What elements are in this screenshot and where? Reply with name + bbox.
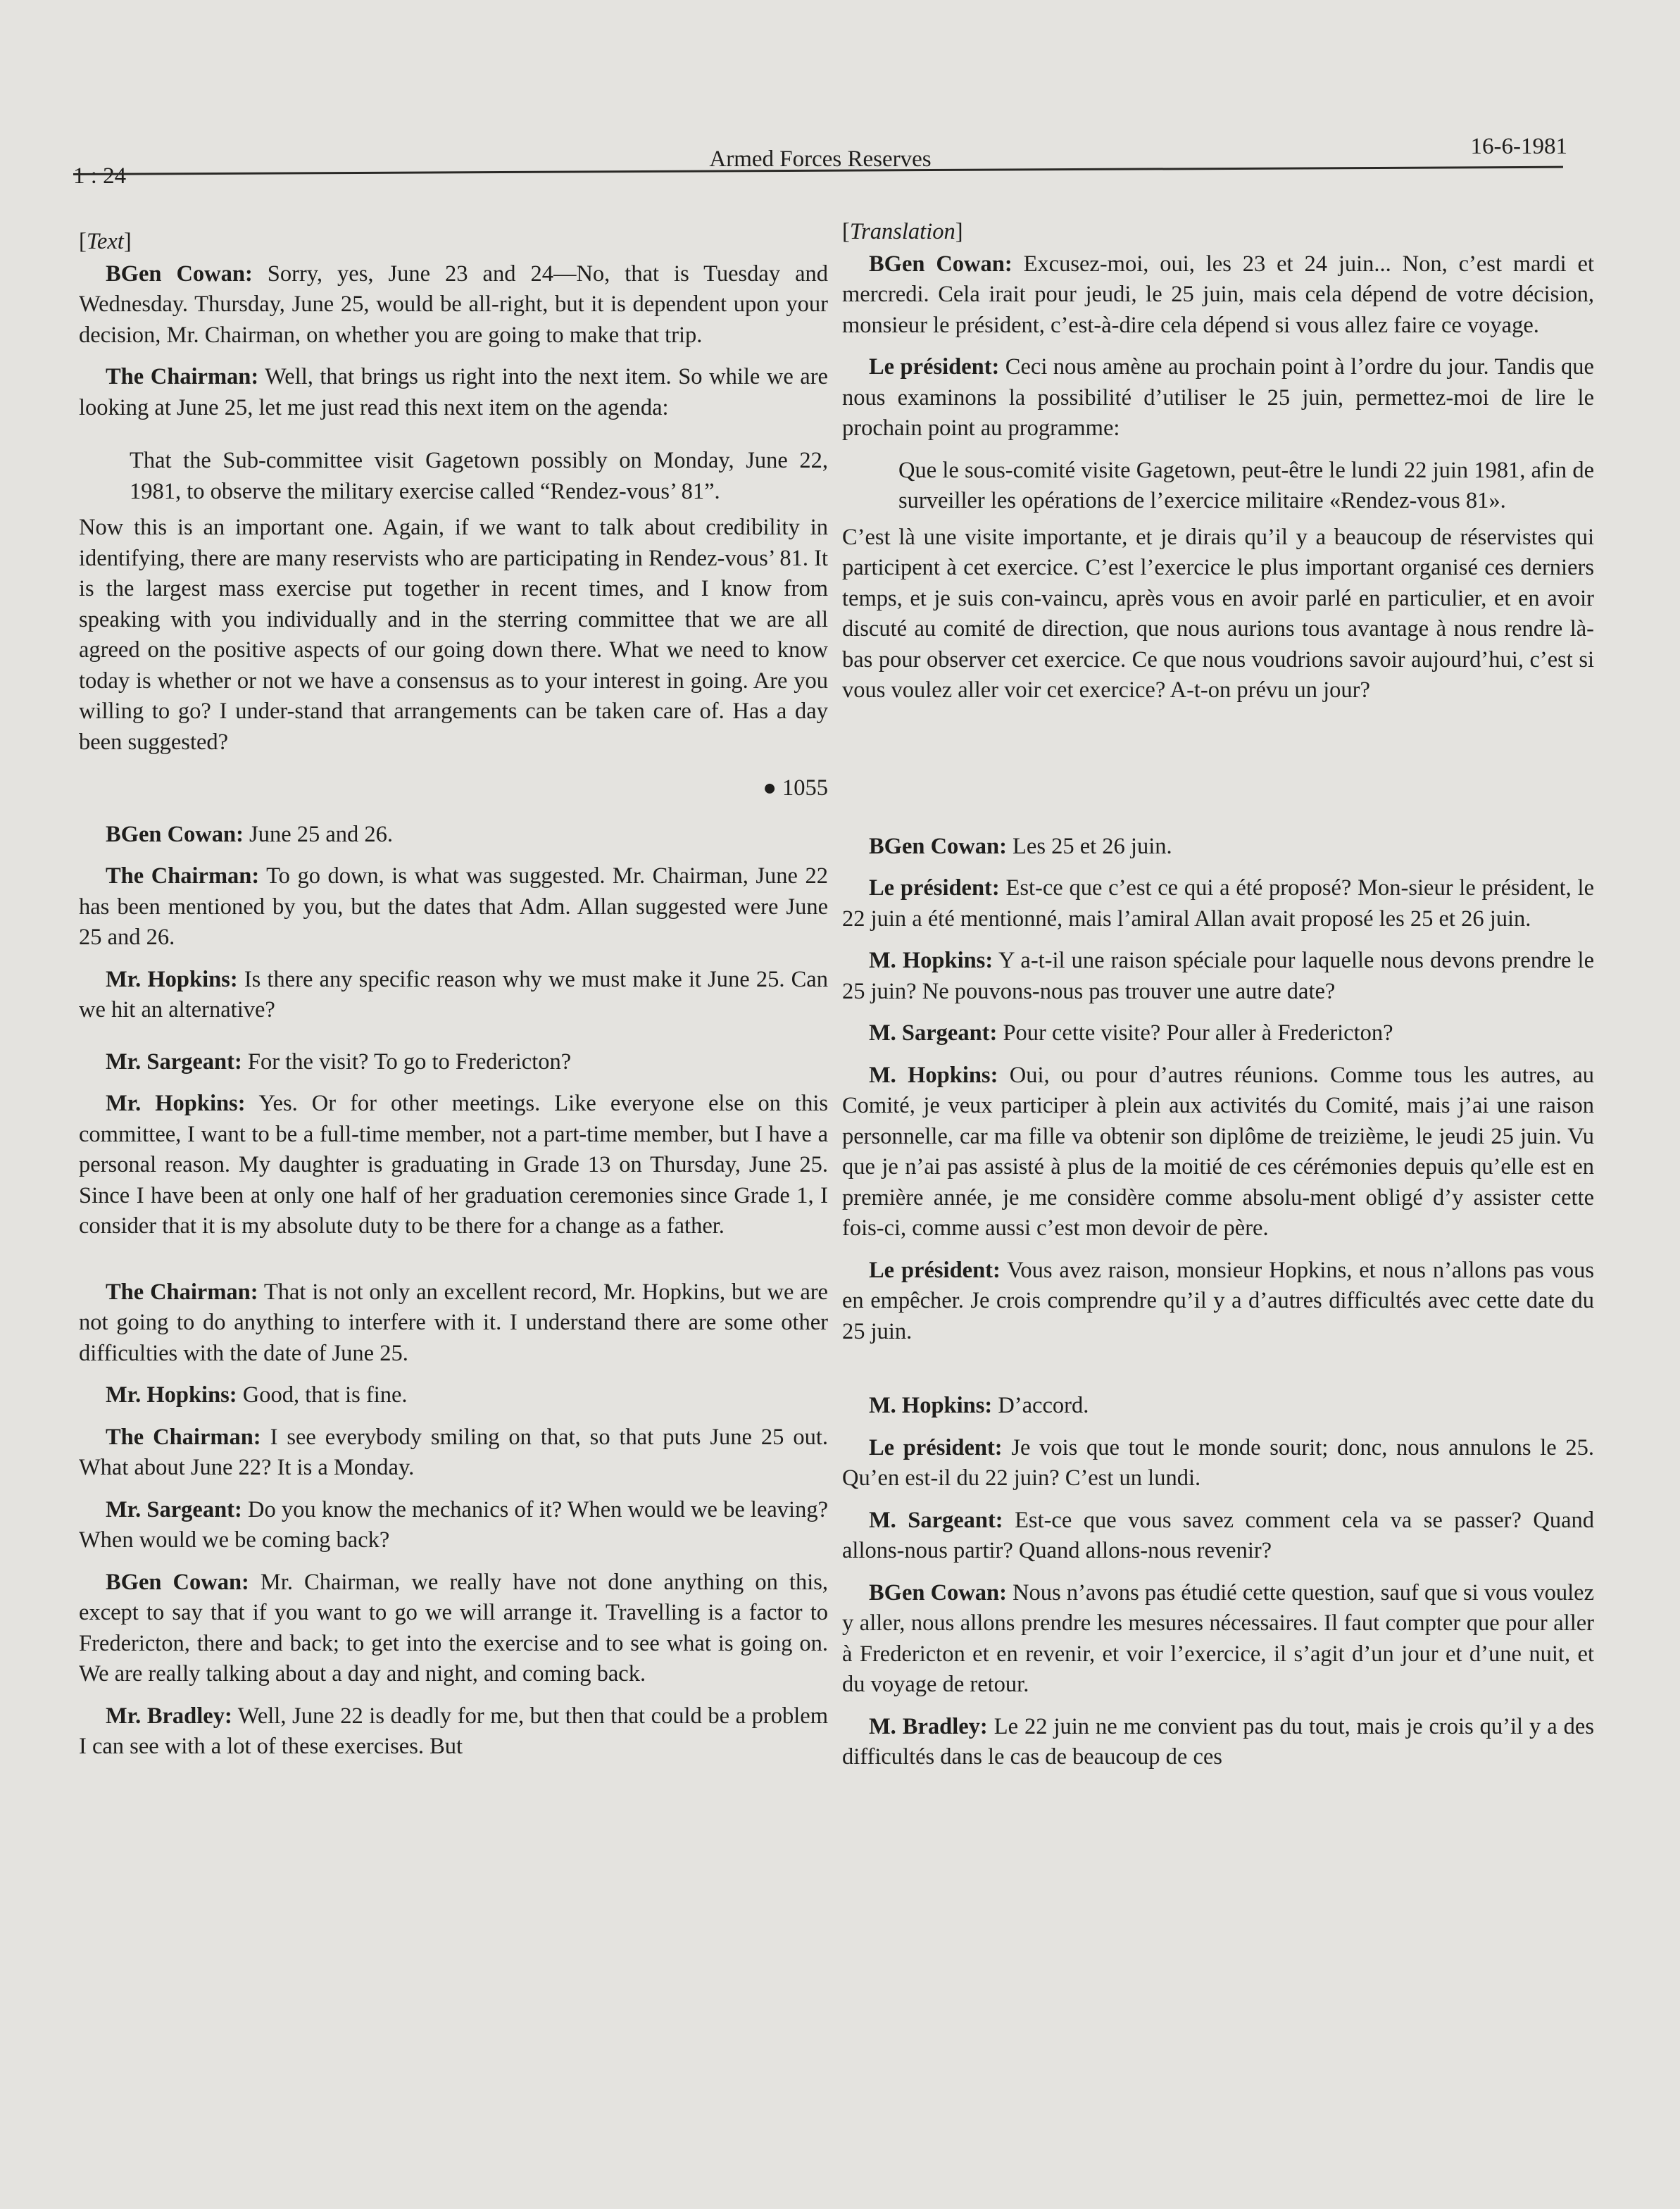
english-column [79,227,828,1774]
page-number: 1 : 24 [73,163,127,189]
paragraph: BGen Cowan: June 25 and 26. [106,821,394,847]
paragraph: M. Hopkins: Oui, ou pour d’autres réunions. Comme tous les autres, au Comité, je veux participer à plein aux activités du Comité, mais j’ai une raison personnelle, car ma fille va obtenir son diplôme de treizième, le jeudi 25 juin. Vu que je n’ai pas assisté à plus de la moitié de ces cérémonies depuis qu’elle est en première année, je me considère comme absolu-ment obligé d’y assister cette fois-ci, comme aussi c’est mon devoir de père. [842,1062,1594,1241]
paragraph: Mr. Sargeant: For the visit? To go to Fredericton? [106,1049,572,1075]
column-tag: [Translation] [842,219,963,244]
paragraph: M. Sargeant: Est-ce que vous savez comment cela va se passer? Quand allons-nous partir? Quand allons-nous revenir? [842,1507,1594,1563]
paragraph: M. Hopkins: D’accord. [869,1393,1089,1418]
paragraph: Le président: Vous avez raison, monsieur Hopkins, et nous n’allons pas vous en empêcher. Je crois comprendre qu’il y a d’autres difficultés avec cette date du 25 juin. [842,1257,1594,1344]
paragraph: Mr. Hopkins: Good, that is fine. [106,1382,408,1408]
agenda-quote: Que le sous-comité visite Gagetown, peut-être le lundi 22 juin 1981, afin de surveiller les opérations de l’exercice militaire «Rendez-vous 81». [898,457,1594,513]
paragraph: The Chairman: I see everybody smiling on that, so that puts June 25 out. What about June 22? It is a Monday. [79,1424,828,1480]
paragraph: Now this is an important one. Again, if we want to talk about credibility in identifying, there are many reservists who are participating in Rendez-vous’ 81. It is the largest mass exercise put together in recent times, and I know from speaking with you individually and in the sterring committee that we are all agreed on the positive aspects of our going down there. What we need to know today is whether or not we have a consensus as to your interest in going. Are you willing to go? I under-stand that arrangements can be taken care of. Has a day been suggested? [79,515,828,755]
paragraph: BGen Cowan: Les 25 et 26 juin. [869,833,1172,859]
paragraph: Mr. Sargeant: Do you know the mechanics of it? When would we be leaving? When would we be coming back? [79,1496,829,1553]
paragraph: BGen Cowan: Excusez-moi, oui, les 23 et 24 juin... Non, c’est mardi et mercredi. Cela irait pour jeudi, le 25 juin, mais cela dépend de votre décision, monsieur le président, c’est-à-dire cela dépend si vous allez faire ce voyage. [842,251,1595,338]
paragraph: M. Hopkins: Y a-t-il une raison spéciale pour laquelle nous devons prendre le 25 juin? Ne pouvons-nous pas trouver une autre date? [842,948,1594,1004]
paragraph: The Chairman: Well, that brings us right into the next item. So while we are looking at June 25, let me just read this next item on the agenda: [79,364,828,420]
column-tag: [Text] [79,229,132,254]
paragraph: Le président: Je vois que tout le monde sourit; donc, nous annulons le 25. Qu’en est-il du 22 juin? C’est un lundi. [842,1434,1594,1491]
paragraph: Mr. Bradley: Well, June 22 is deadly for me, but then that could be a problem I can see with a lot of these exercises. But [79,1703,828,1759]
paragraph: BGen Cowan: Nous n’avons pas étudié cette question, sauf que si vous voulez y aller, nous allons prendre les mesures nécessaires. Il faut compter que pour aller à Fredericton et en revenir, et voir l’exercice, il s’agit d’un jour et d’une nuit, et du voyage de retour. [842,1579,1594,1697]
paragraph: BGen Cowan: Sorry, yes, June 23 and 24—No, that is Tuesday and Wednesday. Thursday, June 25, would be all-right, but it is dependent upon your decision, Mr. Chairman, on whether you are going to make that trip. [79,261,829,348]
paragraph: Mr. Hopkins: Yes. Or for other meetings. Like everyone else on this committee, I want to be a full-time member, not a part-time member, but I have a personal reason. My daughter is graduating in Grade 13 on Thursday, June 25. Since I have been at only one half of her graduation ceremonies since Grade 1, I consider that it is my absolute duty to be there for a change as a father. [79,1091,829,1239]
paragraph: The Chairman: To go down, is what was suggested. Mr. Chairman, June 22 has been mentioned by you, but the dates that Adm. Allan suggested were June 25 and 26. [79,863,828,950]
running-title: Armed Forces Reserves [709,146,932,172]
paragraph: The Chairman: That is not only an excellent record, Mr. Hopkins, but we are not going to do anything to interfere with it. I understand there are some other difficulties with the date of June 25. [79,1279,828,1366]
paragraph: C’est là une visite importante, et je dirais qu’il y a beaucoup de réservistes qui participent à cet exercice. C’est l’exercice le plus important organisé ces derniers temps, et je suis con-vaincu, après vous en avoir parlé en particulier, et en avoir discuté au comité de direction, que nous aurions tous avantage à nous rendre là-bas pour observer cet exercice. Ce que nous voudrions savoir aujourd’hui, c’est si vous voulez aller voir cet exercice? A-t-on prévu un jour? [842,524,1594,703]
french-column [842,217,1594,1784]
paragraph: Mr. Hopkins: Is there any specific reason why we must make it June 25. Can we hit an alternative? [79,966,828,1022]
time-marker: ● 1055 [763,775,828,801]
paragraph: Le président: Est-ce que c’est ce qui a été proposé? Mon-sieur le président, le 22 juin a été mentionné, mais l’amiral Allan avait proposé les 25 et 26 juin. [842,875,1594,932]
paragraph: Le président: Ceci nous amène au prochain point à l’ordre du jour. Tandis que nous examinons la possibilité d’utiliser le 25 juin, permettez-moi de lire le prochain point au programme: [842,354,1594,441]
page-date: 16-6-1981 [1470,134,1567,159]
paragraph: BGen Cowan: Mr. Chairman, we really have not done anything on this, except to say that if you want to go we will arrange it. Travelling is a factor to Fredericton, there and back; to get into the exercise and to see what is going on. We are really talking about a day and night, and coming back. [79,1569,828,1687]
paragraph: M. Bradley: Le 22 juin ne me convient pas du tout, mais je crois qu’il y a des difficultés dans le cas de beaucoup de ces [842,1713,1594,1770]
paragraph: M. Sargeant: Pour cette visite? Pour aller à Fredericton? [869,1020,1393,1046]
agenda-quote: That the Sub-committee visit Gagetown possibly on Monday, June 22, 1981, to observe the military exercise called “Rendez-vous’ 81”. [130,448,828,504]
